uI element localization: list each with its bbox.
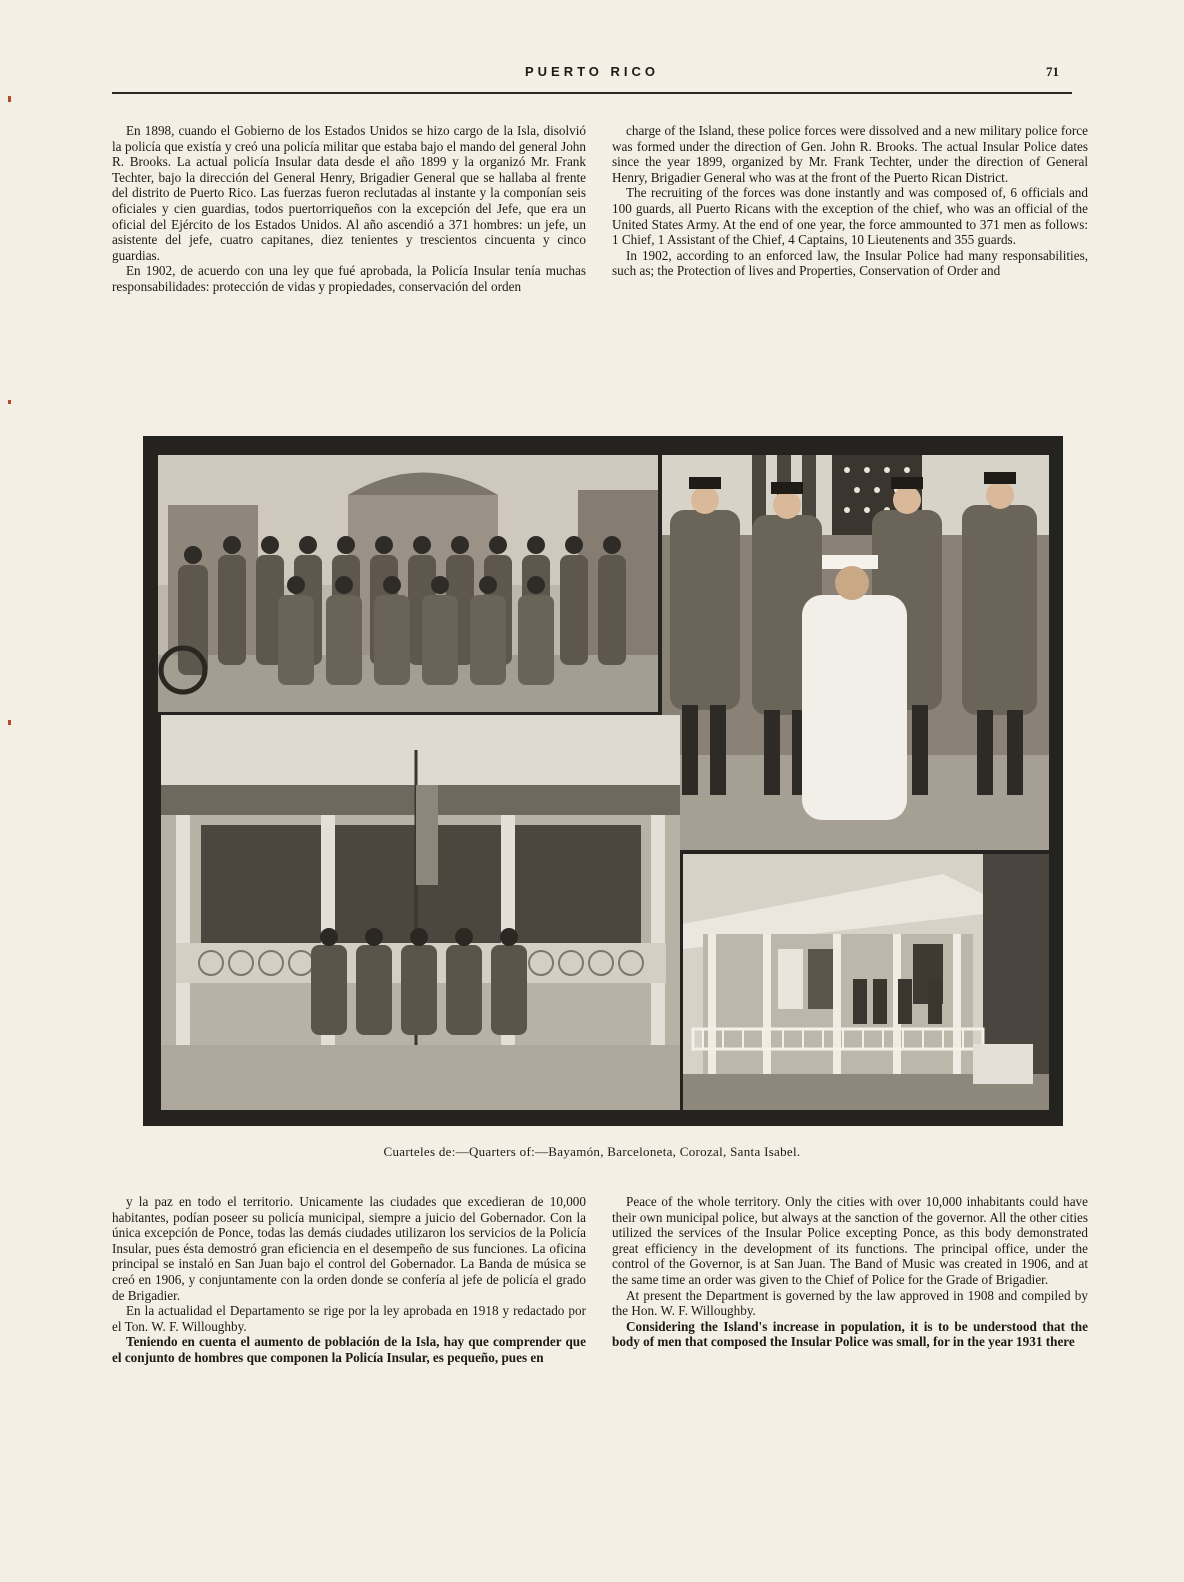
page-number: 71	[1046, 64, 1059, 79]
edge-stain	[8, 720, 11, 725]
paragraph: y la paz en todo el territorio. Unicamente las ciudades que excedieran de 10,000 habitantes, podían poseer su policía municipal, siempre a juicio del Gobernador. Con la única excepción de Ponce, todas las demás ciudades utilizaron los servicios de la Policía Insular, pues ésta demostró gran eficiencia en el desempeño de sus funciones. La oficina principal se instaló en San Juan bajo el control del Gobernador. La Banda de música se creó en 1906, y conjuntamente con la orden donde se confería al jefe de policía el grado de Brigadier.	[112, 1194, 586, 1303]
paragraph: charge of the Island, these police forces were dissolved and a new military police force was formed under the direction of Gen. John R. Brooks. The actual Insular Police dates since the year 1899, organized by Mr. Frank Techter, under the direction of General Henry, Brigadier General who was at the front of the Puerto Rican District.	[612, 123, 1088, 185]
paragraph: En 1902, de acuerdo con una ley que fué aprobada, la Policía Insular tenía muchas responsabilidades: protección de vidas y propiedades, conservación del orden	[112, 263, 586, 294]
text-column-bottom-right	[612, 1194, 1088, 1474]
photo-wooden-station	[683, 854, 1049, 1110]
paragraph: Teniendo en cuenta el aumento de población de la Isla, hay que comprender que el conjunto de hombres que componen la Policía Insular, es pequeño, pues en	[112, 1334, 586, 1365]
photo-police-station-porch	[161, 715, 680, 1110]
paragraph: En 1898, cuando el Gobierno de los Estados Unidos se hizo cargo de la Isla, disolvió la policía que existía y creó una policía militar que estaba bajo el mando del general John R. Brooks. La actual policía Insular data desde el año 1899 y la organizó Mr. Frank Techter, bajo la dirección del General Henry, Brigadier General que se hallaba al frente del distrito de Puerto Rico. Las fuerzas fueron reclutadas al instante y la componían seis oficiales y cien guardias, todos puertorriqueños con la excepción del Jefe, que era un oficial del Ejército de los Estados Unidos. Al año ascendió a 371 hombres: un jefe, un asistente del jefe, cuatro capitanes, diez tenientes y trescientos cincuenta y cinco guardias.	[112, 123, 586, 263]
text-column-top-right	[612, 123, 1088, 423]
photo-collage	[143, 436, 1063, 1126]
paragraph: Considering the Island's increase in population, it is to be understood that the body of men that composed the Insular Police was small, for in the year 1931 there	[612, 1318, 1088, 1350]
paragraph: Peace of the whole territory. Only the cities with over 10,000 inhabitants could have their own municipal police, but always at the sanction of the governor. All the other cities utilized the services of the Insular Police excepting Ponce, as this body demonstrated great efficiency in the development of its functions. The principal office, under the control of the Governor, is at San Juan. The Band of Music was created in 1906, and at the same time an order was given to the Chief of Police for the Grade of Brigadier.	[612, 1194, 1088, 1287]
edge-stain	[8, 96, 11, 102]
paragraph: In 1902, according to an enforced law, the Insular Police had many responsabilities, such as; the Protection of lives and Properties, Conservation of Order and	[612, 247, 1088, 279]
paragraph: En la actualidad el Departamento se rige por la ley aprobada en 1918 y redactado por el Ton. W. F. Willoughby.	[112, 1303, 586, 1334]
paragraph: At present the Department is governed by the law approved in 1908 and compiled by the Hon. W. F. Willoughby.	[612, 1287, 1088, 1319]
text-column-top-left	[112, 123, 586, 423]
header-rule	[112, 92, 1072, 94]
edge-stain	[8, 400, 11, 404]
photo-police-group	[158, 455, 658, 712]
running-title: PUERTO RICO	[524, 64, 660, 79]
photo-caption: Cuarteles de:—Quarters of:—Bayamón, Barceloneta, Corozal, Santa Isabel.	[383, 1144, 801, 1159]
photo-officers-with-flag	[662, 455, 1049, 850]
paragraph: The recruiting of the forces was done instantly and was composed of, 6 officials and 100 guards, all Puerto Ricans with the exception of the chief, who was an official of the United States Army. At the end of one year, the force ammounted to 371 men as follows: 1 Chief, 1 Assistant of the Chief, 4 Captains, 10 Lieutenents and 355 guards.	[612, 185, 1088, 248]
text-column-bottom-left	[112, 1194, 586, 1474]
